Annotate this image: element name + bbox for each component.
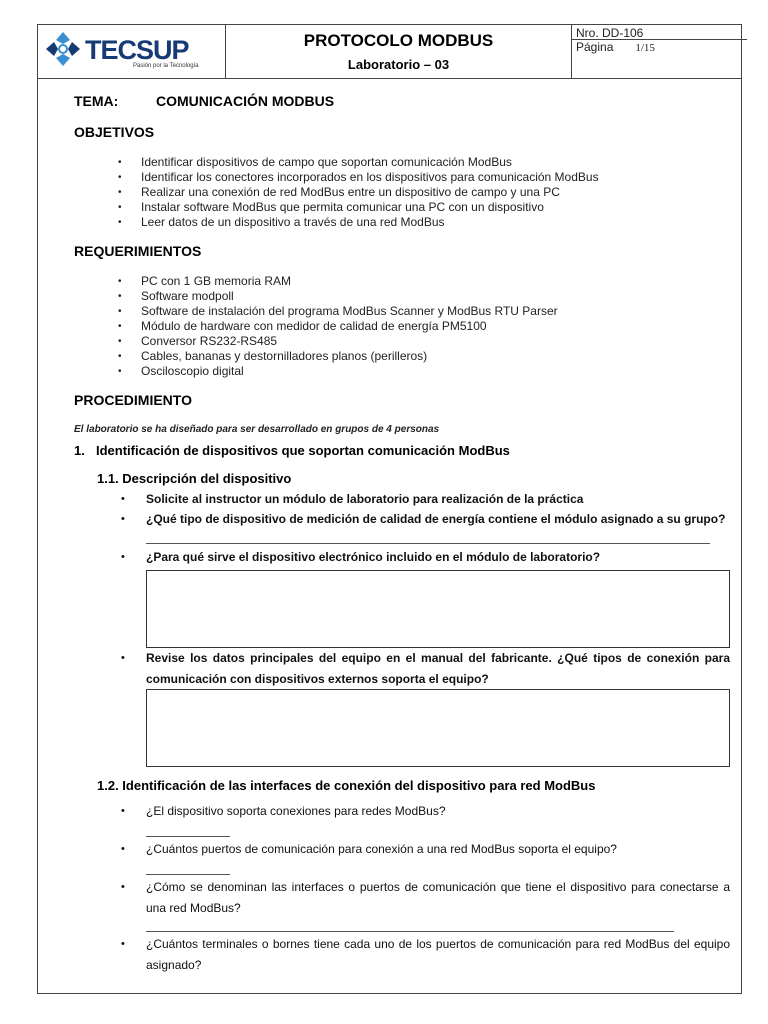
bullet-icon: • [118, 187, 122, 198]
tema-label: TEMA: [74, 93, 119, 109]
question-item [121, 509, 730, 530]
question-item [121, 489, 730, 510]
objetivos-list [118, 155, 599, 230]
bullet-icon: • [118, 202, 122, 213]
objetivos-heading: OBJETIVOS [74, 124, 155, 140]
bullet-icon: • [121, 652, 125, 664]
bullet-icon: • [118, 306, 122, 317]
logo-cell [37, 24, 226, 78]
bullet-icon: • [121, 938, 125, 950]
list-item: • Instalar software ModBus que permita comunicar una PC con un dispositivo [118, 200, 544, 214]
answer-line[interactable] [146, 931, 674, 932]
bullet-icon: • [118, 217, 122, 228]
answer-line[interactable] [146, 543, 710, 544]
requerimientos-list [118, 274, 558, 379]
bullet-icon: • [118, 172, 122, 183]
logo-text: TECSUP [85, 35, 189, 65]
answer-line[interactable] [146, 874, 230, 875]
tecsup-logo-icon [44, 30, 82, 68]
title-cell [226, 24, 572, 78]
page-label: Página [576, 40, 614, 54]
doc-number: Nro. DD-106 [576, 26, 644, 40]
question-item [121, 648, 730, 690]
bullet-icon: • [118, 366, 122, 377]
requerimientos-heading: REQUERIMIENTOS [74, 243, 202, 259]
question-item [121, 877, 730, 919]
answer-line[interactable] [146, 836, 230, 837]
answer-box[interactable] [146, 570, 730, 648]
list-item: • Identificar dispositivos de campo que soportan comunicación ModBus [118, 155, 512, 169]
document-subtitle: Laboratorio – 03 [347, 57, 450, 72]
question-text: ¿Para qué sirve el dispositivo electrónico incluido en el módulo de laboratorio? [146, 550, 601, 564]
question-text: ¿Qué tipo de dispositivo de medición de calidad de energía contiene el módulo asignado a su grupo? [146, 512, 726, 526]
document-header [37, 24, 742, 79]
question-text: ¿Cómo se denominan las interfaces o puertos de comunicación que tiene el dispositivo para conectarse a una red ModBus? [146, 880, 730, 915]
question-text: Revise los datos principales del equipo en el manual del fabricante. ¿Qué tipos de conexión para comunicación con dispositivos externos soporta el equipo? [146, 651, 730, 686]
section-title: Identificación de dispositivos que soportan comunicación ModBus [96, 443, 510, 458]
logo-tagline: Pasión por la Tecnología [133, 63, 199, 69]
bullet-icon: • [121, 551, 125, 563]
page-number: 1/15 [635, 42, 655, 54]
subsection-1-1-heading: 1.1. Descripción del dispositivo [97, 471, 292, 486]
bullet-icon: • [118, 291, 122, 302]
meta-cell [572, 24, 742, 78]
list-item: • Módulo de hardware con medidor de calidad de energía PM5100 [118, 319, 487, 333]
question-item [121, 934, 730, 976]
subsection-1-2-heading: 1.2. Identificación de las interfaces de conexión del dispositivo para red ModBus [97, 778, 596, 793]
tema-row [74, 93, 334, 109]
question-item [121, 801, 730, 822]
question-text: Solicite al instructor un módulo de laboratorio para realización de la práctica [146, 492, 584, 506]
page-info [576, 40, 655, 54]
bullet-icon: • [121, 513, 125, 525]
list-item: • Realizar una conexión de red ModBus entre un dispositivo de campo y una PC [118, 185, 560, 199]
list-item: • Osciloscopio digital [118, 364, 244, 378]
question-text: ¿Cuántos puertos de comunicación para conexión a una red ModBus soporta el equipo? [146, 842, 617, 856]
group-note: El laboratorio se ha diseñado para ser desarrollado en grupos de 4 personas [74, 424, 440, 435]
section-number: 1. [74, 443, 85, 458]
bullet-icon: • [121, 493, 125, 505]
section-1-heading [74, 443, 510, 458]
list-item: • Identificar los conectores incorporados en los dispositivos para comunicación ModBus [118, 170, 599, 184]
document-title: PROTOCOLO MODBUS [303, 31, 494, 50]
bullet-icon: • [121, 805, 125, 817]
answer-box[interactable] [146, 689, 730, 767]
list-item: • Software de instalación del programa ModBus Scanner y ModBus RTU Parser [118, 304, 558, 318]
bullet-icon: • [118, 276, 122, 287]
list-item: • Cables, bananas y destornilladores planos (perilleros) [118, 349, 428, 363]
question-text: ¿El dispositivo soporta conexiones para redes ModBus? [146, 804, 446, 818]
bullet-icon: • [118, 336, 122, 347]
list-item: • PC con 1 GB memoria RAM [118, 274, 292, 288]
list-item: • Leer datos de un dispositivo a través de una red ModBus [118, 215, 445, 229]
bullet-icon: • [118, 321, 122, 332]
bullet-icon: • [118, 351, 122, 362]
list-item: • Software modpoll [118, 289, 234, 303]
bullet-icon: • [121, 881, 125, 893]
bullet-icon: • [118, 157, 122, 168]
question-item [121, 839, 730, 860]
procedimiento-heading: PROCEDIMIENTO [74, 392, 192, 408]
tema-value: COMUNICACIÓN MODBUS [156, 93, 335, 109]
list-item: • Conversor RS232-RS485 [118, 334, 278, 348]
question-text: ¿Cuántos terminales o bornes tiene cada uno de los puertos de comunicación para red ModBus del equipo asignado? [146, 937, 730, 972]
question-item [121, 547, 730, 568]
bullet-icon: • [121, 843, 125, 855]
